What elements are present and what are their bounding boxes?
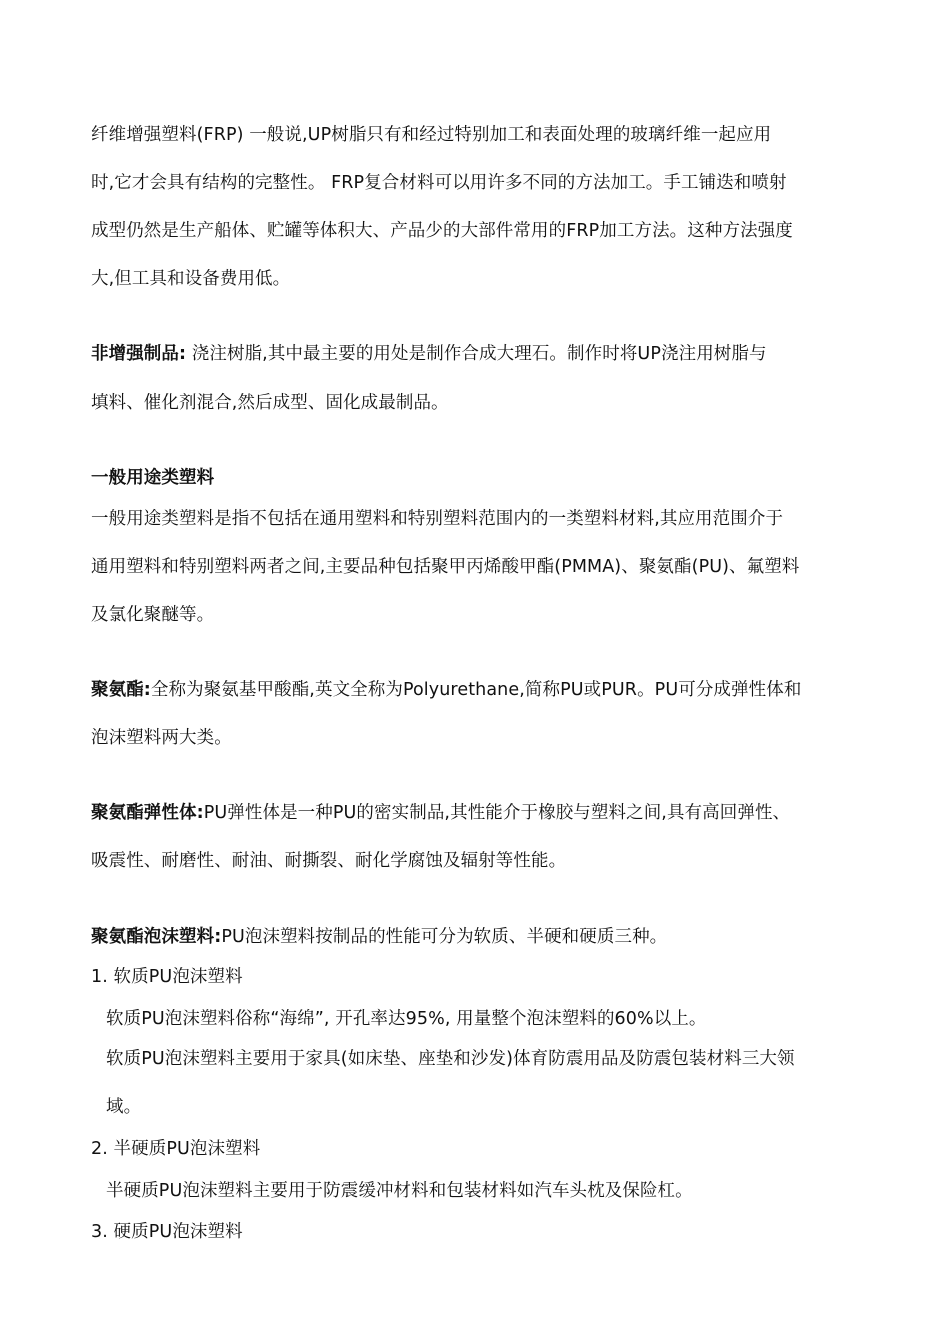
list-item-body: 域。 xyxy=(106,1097,142,1117)
pu-elastomer-text-1: PU弹性体是一种PU的密实制品,其性能介于橡胶与塑料之间,具有高回弹性、 xyxy=(203,803,791,823)
general-plastics-heading: 一般用途类塑料 xyxy=(91,468,215,488)
non-reinforced-text-1: 浇注树脂,其中最主要的用处是制作合成大理石。制作时将UP浇注用树脂与 xyxy=(186,344,767,364)
pu-elastomer-text-2: 吸震性、耐磨性、耐油、耐撕裂、耐化学腐蚀及辐射等性能。 xyxy=(91,851,567,871)
list-item-body: 半硬质PU泡沫塑料主要用于防震缓冲材料和包装材料如汽车头枕及保险杠。 xyxy=(106,1181,693,1201)
pu-text-1: 全称为聚氨基甲酸酯,英文全称为Polyurethane,简称PU或PUR。PU可分成弹性体和 xyxy=(150,680,802,700)
frp-line-3: 成型仍然是生产船体、贮罐等体积大、产品少的大部件常用的FRP加工方法。这种方法强度 xyxy=(91,221,793,241)
non-reinforced-paragraph-line-1 xyxy=(91,343,767,365)
general-line-2: 通用塑料和特别塑料两者之间,主要品种包括聚甲丙烯酸甲酯(PMMA)、聚氨酯(PU)、氟塑料 xyxy=(91,557,800,577)
frp-line-1: 纤维增强塑料(FRP) 一般说,UP树脂只有和经过特别加工和表面处理的玻璃纤维一起应用 xyxy=(91,125,772,145)
pu-paragraph-line-1 xyxy=(91,679,801,701)
list-item-title: 3. 硬质PU泡沫塑料 xyxy=(91,1222,243,1242)
list-item-body: 软质PU泡沫塑料主要用于家具(如床垫、座垫和沙发)体育防震用品及防震包装材料三大领 xyxy=(106,1049,795,1069)
list-item-title: 2. 半硬质PU泡沫塑料 xyxy=(91,1139,261,1159)
general-line-3: 及氯化聚醚等。 xyxy=(91,605,215,625)
list-item-body: 软质PU泡沫塑料俗称“海绵”, 开孔率达95%, 用量整个泡沫塑料的60%以上。 xyxy=(106,1009,707,1029)
non-reinforced-text-2: 填料、催化剂混合,然后成型、固化成最制品。 xyxy=(91,393,449,413)
pu-elastomer-line-1 xyxy=(91,802,790,824)
pu-foam-line-1 xyxy=(91,926,667,948)
pu-elastomer-term: 聚氨酯弹性体: xyxy=(91,803,204,823)
pu-foam-text-1: PU泡沫塑料按制品的性能可分为软质、半硬和硬质三种。 xyxy=(221,927,668,947)
list-item-title: 1. 软质PU泡沫塑料 xyxy=(91,967,243,987)
pu-term: 聚氨酯: xyxy=(91,680,151,700)
pu-text-2: 泡沫塑料两大类。 xyxy=(91,728,232,748)
non-reinforced-term: 非增强制品: xyxy=(91,344,187,364)
frp-line-4: 大,但工具和设备费用低。 xyxy=(91,269,291,289)
frp-line-2: 时,它才会具有结构的完整性。 FRP复合材料可以用许多不同的方法加工。手工铺迭和喷射 xyxy=(91,173,787,193)
pu-foam-term: 聚氨酯泡沫塑料: xyxy=(91,927,222,947)
general-line-1: 一般用途类塑料是指不包括在通用塑料和特别塑料范围内的一类塑料材料,其应用范围介于 xyxy=(91,509,784,529)
